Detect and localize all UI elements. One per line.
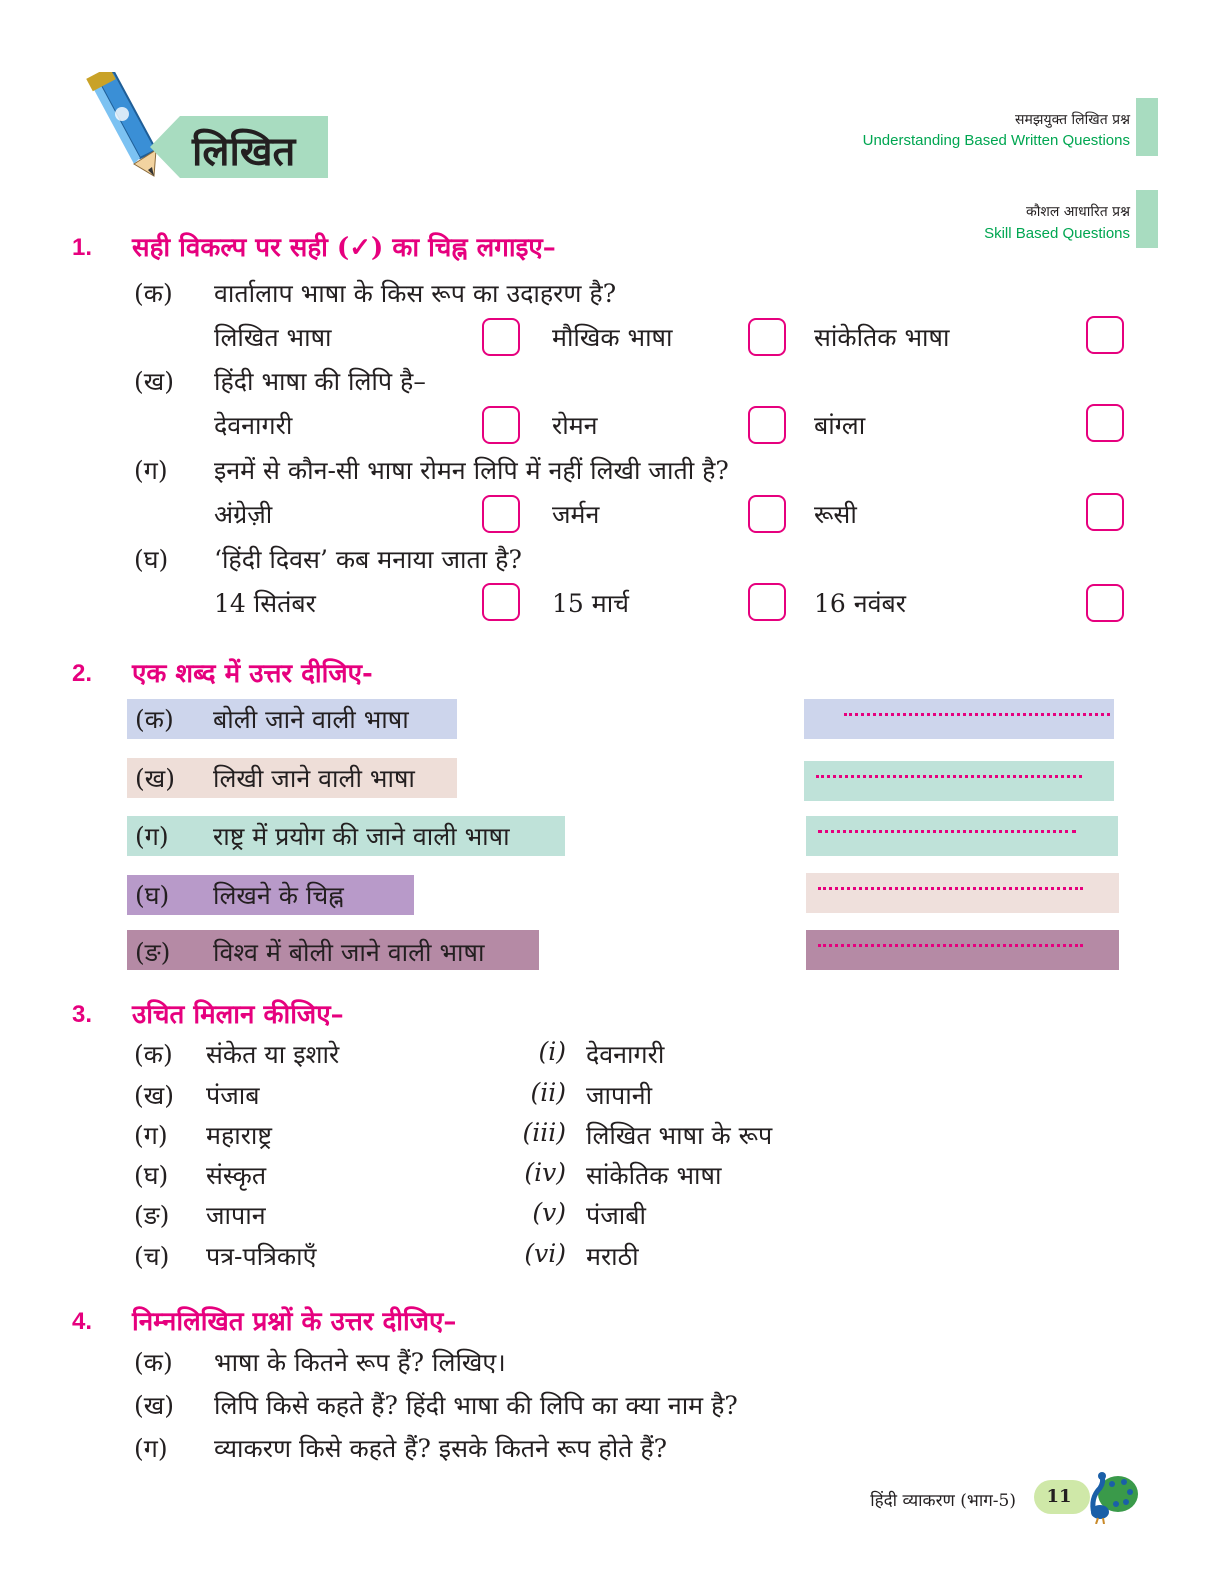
checkbox-icon[interactable] bbox=[1086, 584, 1124, 622]
checkbox-icon[interactable] bbox=[1086, 316, 1124, 354]
q3-right-label: (v) bbox=[532, 1198, 566, 1227]
q2-item-text: बोली जाने वाली भाषा bbox=[213, 705, 409, 734]
q2-item-text: राष्ट्र में प्रयोग की जाने वाली भाषा bbox=[213, 822, 510, 851]
tag-understanding-hindi: समझयुक्त लिखित प्रश्न bbox=[1015, 112, 1130, 128]
q1-option: लिखित भाषा bbox=[214, 323, 332, 352]
q2-strip bbox=[127, 699, 457, 739]
answer-field[interactable] bbox=[806, 873, 1119, 913]
tag-bar-understanding bbox=[1136, 98, 1158, 156]
q3-right-text: मराठी bbox=[586, 1242, 639, 1271]
q3-right-text: पंजाबी bbox=[586, 1201, 646, 1230]
q1-item-label: (ख) bbox=[134, 367, 174, 396]
answer-field[interactable] bbox=[804, 761, 1114, 801]
q3-left-label: (ख) bbox=[134, 1081, 174, 1110]
q3-right-label: (ii) bbox=[530, 1078, 566, 1107]
q3-left-text: संस्कृत bbox=[206, 1161, 267, 1190]
q4-item-label: (ग) bbox=[134, 1434, 168, 1463]
q3-title: उचित मिलान कीजिए– bbox=[132, 1000, 344, 1030]
q2-strip bbox=[127, 758, 457, 798]
q4-item-label: (ख) bbox=[134, 1391, 174, 1420]
q3-right-label: (vi) bbox=[524, 1239, 566, 1268]
checkbox-icon[interactable] bbox=[748, 318, 786, 356]
checkbox-icon[interactable] bbox=[482, 406, 520, 444]
q4-title: निम्नलिखित प्रश्नों के उत्तर दीजिए– bbox=[132, 1307, 457, 1337]
checkbox-icon[interactable] bbox=[748, 406, 786, 444]
q4-item-text: लिपि किसे कहते हैं? हिंदी भाषा की लिपि का क्या नाम है? bbox=[214, 1391, 738, 1420]
q2-strip bbox=[127, 930, 539, 970]
answer-field[interactable] bbox=[806, 930, 1119, 970]
q2-item-label: (ख) bbox=[135, 764, 175, 793]
q2-title: एक शब्द में उत्तर दीजिए- bbox=[132, 659, 373, 689]
section-title: लिखित bbox=[192, 128, 296, 175]
q2-item-text: लिखी जाने वाली भाषा bbox=[213, 764, 415, 793]
q2-item-label: (क) bbox=[135, 705, 174, 734]
q3-left-text: पत्र-पत्रिकाएँ bbox=[206, 1242, 317, 1271]
q3-right-text: लिखित भाषा के रूप bbox=[586, 1121, 773, 1150]
q1-item-question: वार्तालाप भाषा के किस रूप का उदाहरण है? bbox=[214, 279, 617, 308]
answer-field[interactable] bbox=[804, 699, 1114, 739]
q4-item-label: (क) bbox=[134, 1348, 173, 1377]
footer-book-title: हिंदी व्याकरण (भाग-5) bbox=[870, 1491, 1016, 1511]
header bbox=[0, 0, 1224, 260]
q1-option: 15 मार्च bbox=[552, 589, 630, 618]
checkbox-icon[interactable] bbox=[482, 495, 520, 533]
q1-item-label: (घ) bbox=[134, 545, 169, 574]
q3-left-label: (ग) bbox=[134, 1121, 168, 1150]
q1-option: बांग्ला bbox=[814, 411, 866, 440]
q3-right-text: जापानी bbox=[586, 1081, 653, 1110]
q1-item-question: हिंदी भाषा की लिपि है– bbox=[214, 367, 426, 396]
q2-number: 2. bbox=[72, 660, 93, 687]
q2-strip bbox=[127, 816, 565, 856]
q3-left-label: (ङ) bbox=[134, 1201, 170, 1230]
q1-title: सही विकल्प पर सही (✓) का चिह्न लगाइए– bbox=[132, 233, 556, 263]
tag-understanding-english: Understanding Based Written Questions bbox=[862, 132, 1130, 149]
q3-right-label: (iii) bbox=[522, 1118, 566, 1147]
q3-left-label: (च) bbox=[134, 1242, 170, 1271]
q3-left-text: पंजाब bbox=[206, 1081, 260, 1110]
q1-option: अंग्रेज़ी bbox=[214, 500, 273, 529]
peacock-icon bbox=[1080, 1468, 1140, 1524]
q2-item-label: (ङ) bbox=[135, 938, 171, 967]
q3-left-text: संकेत या इशारे bbox=[206, 1040, 340, 1069]
q3-left-label: (क) bbox=[134, 1040, 173, 1069]
tag-skill-english: Skill Based Questions bbox=[984, 225, 1130, 242]
checkbox-icon[interactable] bbox=[482, 583, 520, 621]
q4-item-text: भाषा के कितने रूप हैं? लिखिए। bbox=[214, 1348, 506, 1377]
tag-skill-hindi: कौशल आधारित प्रश्न bbox=[1025, 204, 1130, 220]
q1-number: 1. bbox=[72, 234, 93, 261]
q1-option: मौखिक भाषा bbox=[552, 323, 673, 352]
q1-option: देवनागरी bbox=[214, 411, 293, 440]
q3-right-text: देवनागरी bbox=[586, 1040, 665, 1069]
q1-option: 16 नवंबर bbox=[814, 589, 907, 618]
q3-number: 3. bbox=[72, 1001, 93, 1028]
q1-option: 14 सितंबर bbox=[214, 589, 316, 618]
q3-right-label: (i) bbox=[538, 1037, 566, 1066]
tag-bar-skill bbox=[1136, 190, 1158, 248]
page-number: 11 bbox=[1046, 1486, 1072, 1507]
q2-strip bbox=[127, 875, 414, 915]
q3-left-text: महाराष्ट्र bbox=[206, 1121, 273, 1150]
q2-item-text: विश्व में बोली जाने वाली भाषा bbox=[213, 938, 485, 967]
q1-item-question: ‘हिंदी दिवस’ कब मनाया जाता है? bbox=[214, 545, 522, 574]
q1-option: सांकेतिक भाषा bbox=[814, 323, 950, 352]
checkbox-icon[interactable] bbox=[1086, 404, 1124, 442]
checkbox-icon[interactable] bbox=[482, 318, 520, 356]
q3-right-label: (iv) bbox=[524, 1158, 566, 1187]
q1-option: रूसी bbox=[814, 500, 857, 529]
q1-item-question: इनमें से कौन-सी भाषा रोमन लिपि में नहीं लिखी जाती है? bbox=[214, 456, 729, 485]
q3-left-text: जापान bbox=[206, 1201, 266, 1230]
q4-number: 4. bbox=[72, 1308, 93, 1335]
q4-item-text: व्याकरण किसे कहते हैं? इसके कितने रूप होते हैं? bbox=[214, 1434, 668, 1463]
q1-option: रोमन bbox=[552, 411, 598, 440]
checkbox-icon[interactable] bbox=[748, 495, 786, 533]
q2-item-label: (घ) bbox=[135, 881, 170, 910]
q2-item-text: लिखने के चिह्न bbox=[213, 881, 344, 910]
checkbox-icon[interactable] bbox=[1086, 493, 1124, 531]
q1-item-label: (ग) bbox=[134, 456, 168, 485]
checkbox-icon[interactable] bbox=[748, 583, 786, 621]
q1-item-label: (क) bbox=[134, 279, 173, 308]
q3-right-text: सांकेतिक भाषा bbox=[586, 1161, 722, 1190]
answer-field[interactable] bbox=[806, 816, 1118, 856]
q2-item-label: (ग) bbox=[135, 822, 169, 851]
q3-left-label: (घ) bbox=[134, 1161, 169, 1190]
q1-option: जर्मन bbox=[552, 500, 600, 529]
